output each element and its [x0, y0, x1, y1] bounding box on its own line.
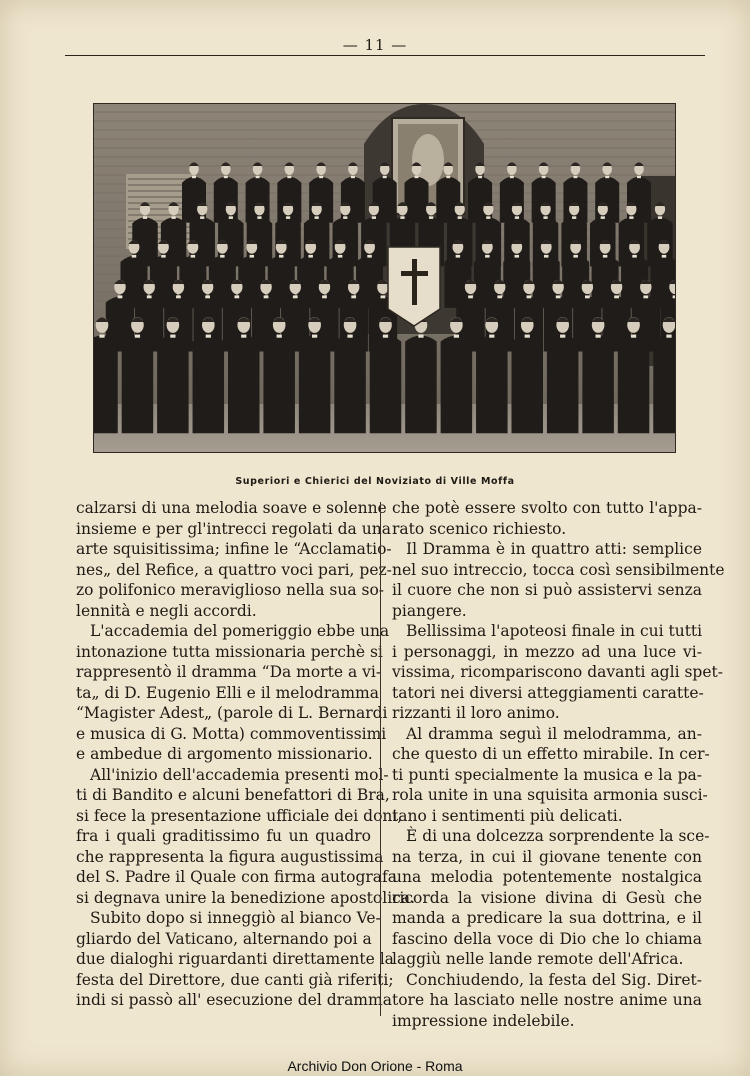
text-line: del S. Padre il Quale con firma autografa — [76, 868, 398, 886]
text-line: rola unite in una squisita armonia susci- — [392, 786, 708, 804]
text-line: tano i sentimenti più delicati. — [392, 806, 623, 825]
right-text-column — [392, 498, 725, 1031]
text-line: rappresentò il dramma “Da morte a vi- — [76, 663, 382, 681]
left-text-column — [76, 498, 416, 1011]
text-line: che potè essere svolto con tutto l'appa- — [392, 499, 702, 517]
text-line: Bellissima l'apoteosi finale in cui tutti — [406, 622, 703, 640]
text-line: una melodia potentemente nostalgica — [392, 868, 702, 886]
archive-footer: Archivio Don Orione - Roma — [287, 1058, 463, 1074]
text-line: fascino della voce di Dio che lo chiama — [392, 929, 702, 948]
text-line: impressione indelebile. — [392, 1011, 575, 1030]
text-line: Il Dramma è in quattro atti: semplice — [406, 540, 702, 558]
text-line: nel suo intreccio, tocca così sensibilmente — [392, 560, 725, 579]
group-photograph — [93, 103, 676, 453]
text-line: festa del Direttore, due canti già riferiti; — [76, 970, 394, 989]
text-line: Conchiudendo, la festa del Sig. Diret- — [406, 970, 702, 989]
text-line: due dialoghi riguardanti direttamente la — [76, 950, 394, 968]
text-line: arte squisitissima; infine le “Acclamatio- — [76, 540, 392, 558]
text-line: È di una dolcezza sorprendente la sce- — [406, 827, 710, 845]
page-number: — 11 — — [342, 36, 408, 54]
text-line: che questo di un effetto mirabile. In cer- — [392, 745, 710, 763]
text-line: intonazione tutta missionaria perchè si — [76, 642, 383, 661]
cross-banner — [388, 247, 440, 326]
text-line: rizzanti il loro animo. — [392, 704, 560, 722]
text-line: piangere. — [392, 601, 467, 620]
header-rule — [65, 55, 705, 56]
text-line: che rappresenta la figura augustissima — [76, 847, 384, 866]
cross-icon — [412, 259, 417, 305]
text-line: “Magister Adest„ (parole di L. Bernardi — [76, 704, 388, 722]
photo-caption: Superiori e Chierici del Noviziato di Ville Moffa — [235, 476, 515, 487]
text-line: ricorda la visione divina di Gesù che — [392, 888, 702, 907]
column-divider — [380, 502, 381, 1016]
text-line: rato scenico richiesto. — [392, 519, 567, 538]
text-line: il cuore che non si può assistervi senza — [392, 581, 702, 599]
text-line: si fece la presentazione ufficiale dei doni, — [76, 806, 403, 825]
text-line: gliardo del Vaticano, alternando poi a — [76, 929, 372, 948]
text-line: ti punti specialmente la musica e la pa- — [392, 765, 702, 784]
text-line: nes„ del Refice, a quattro voci pari, pez- — [76, 560, 392, 579]
text-line: laggiù nelle lande remote dell'Africa. — [392, 950, 684, 968]
text-line: calzarsi di una melodia soave e solenne — [76, 499, 387, 517]
text-line: tore ha lasciato nelle nostre anime una — [392, 991, 702, 1009]
text-line: ti di Bandito e alcuni benefattori di Bra, — [76, 786, 390, 804]
text-line: indi si passò all' esecuzione del dramma — [76, 991, 392, 1009]
text-line: Subito dopo si inneggiò al bianco Ve- — [90, 909, 381, 927]
text-line: insieme e per gl'intrecci regolati da una — [76, 519, 391, 538]
text-line: ta„ di D. Eugenio Elli e il melodramma — [76, 683, 379, 702]
text-line: zo polifonico meraviglioso nella sua so- — [76, 581, 385, 599]
text-line: e ambedue di argomento missionario. — [76, 745, 373, 763]
text-line: si degnava unire la benedizione apostolica. — [76, 888, 416, 907]
photo-scene — [94, 104, 675, 452]
text-line: na terza, in cui il giovane tenente con — [392, 847, 702, 866]
text-line: All'inizio dell'accademia presenti mol- — [90, 765, 389, 784]
text-line: i personaggi, in mezzo ad una luce vi- — [392, 642, 702, 661]
text-line: Al dramma seguì il melodramma, an- — [406, 724, 702, 743]
text-line: tatori nei diversi atteggiamenti caratte- — [392, 683, 704, 702]
text-line: lennità e negli accordi. — [76, 601, 257, 620]
text-line: L'accademia del pomeriggio ebbe una — [90, 622, 390, 640]
text-line: manda a predicare la sua dottrina, e il — [392, 909, 702, 927]
text-line: e musica di G. Motta) commoventissimi — [76, 724, 387, 743]
text-line: fra i quali graditissimo fu un quadro — [76, 827, 371, 845]
text-line: vissima, ricompariscono davanti agli spet- — [392, 663, 723, 681]
